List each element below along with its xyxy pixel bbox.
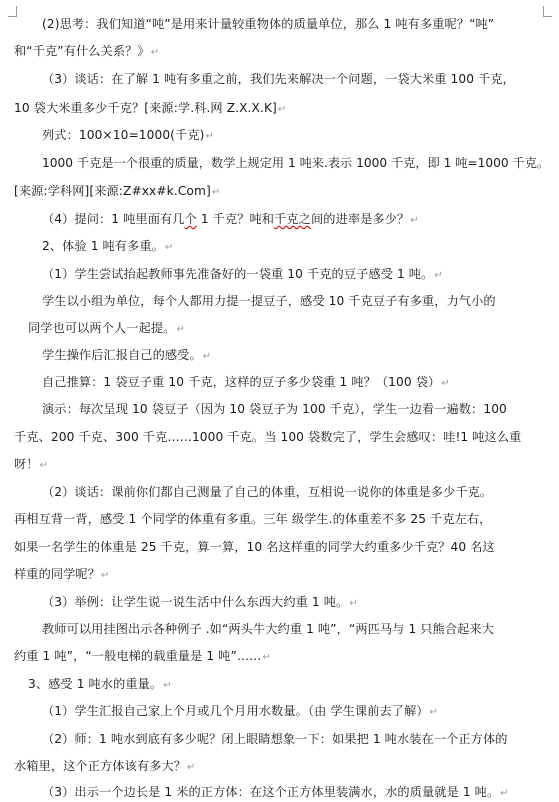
paragraph-line: 千克、200 千克、300 千克……1000 千克。当 100 袋数完了，学生会感叹：哇!1 吨这么重	[14, 430, 522, 444]
margin-corner-mark	[543, 6, 552, 17]
paragraph-line: 10 袋大米重多少千克？[来源:学.科.网 Z.X.X.K]↵	[14, 101, 287, 115]
paragraph-line: （2）谈话：课前你们都自己测量了自己的体重，互相说一说你的体重是多少千克。	[42, 485, 493, 499]
paragraph-line: 如果一名学生的体重是 25 千克，算一算，10 名这样重的同学大约重多少千克？40 名这	[14, 540, 495, 554]
paragraph-line: (2)思考：我们知道“吨”是用来计量较重物体的质量单位，那么 1 吨有多重呢？“吨”	[42, 17, 495, 31]
paragraph-line: 列式：100×10=1000(千克)↵	[42, 128, 214, 142]
paragraph-line: 和“千克”有什么关系？》↵	[14, 44, 160, 58]
paragraph-line: 再相互背一背，感受 1 个同学的体重有多重。三年 级学生.的体重差不多 25 千克左右，	[14, 512, 492, 526]
paragraph-line: 1000 千克是一个很重的质量，数学上规定用 1 吨来.表示 1000 千克，即 1 吨=1000 千克。	[42, 156, 550, 170]
paragraph-line: （2）师：1 吨水到底有多少呢？闭上眼睛想象一下：如果把 1 吨水装在一个正方体的	[42, 732, 508, 746]
paragraph-line: 演示：每次呈现 10 袋豆子（因为 10 袋豆子为 100 千克），学生一边看一遍数：100	[42, 402, 507, 416]
paragraph-line: 教师可以用挂图出示各种例子 .如“两头牛大约重 1 吨”，“两匹马与 1 只熊合起来大	[42, 622, 494, 636]
paragraph-line: （3）谈话：在了解 1 吨有多重之前，我们先来解决一个问题，一袋大米重 100 千克，	[42, 72, 515, 86]
paragraph-line: （1）学生汇报自己家上个月或几个月用水数量。（由 学生课前去了解）↵	[42, 704, 439, 718]
paragraph-line: 呀！↵	[14, 457, 49, 471]
section-heading: 3、感受 1 吨水的重量。↵	[28, 677, 172, 691]
paragraph-line: 样重的同学呢？↵	[14, 567, 110, 581]
paragraph-line: （3）举例：让学生说一说生活中什么东西大约重 1 吨。↵	[42, 595, 358, 609]
paragraph-line: [来源:学科网][来源:Z#xx#k.Com]↵	[14, 184, 221, 198]
paragraph-line: 学生操作后汇报自己的感受。↵	[42, 348, 212, 362]
paragraph-line: 水箱里，这个正方体该有多大？↵	[14, 759, 196, 773]
spellcheck-underlined-word: 千克之	[274, 212, 311, 226]
paragraph-line: 学生以小组为单位，每个人都用力提一提豆子，感受 10 千克豆子有多重，力气小的	[42, 294, 496, 308]
paragraph-line: （4）提问：1 吨里面有几个 1 千克？吨和千克之间的进率是多少？↵	[42, 212, 419, 226]
paragraph-line: 同学也可以两个人一起提。↵	[28, 321, 185, 335]
margin-corner-mark	[8, 6, 17, 17]
paragraph-line: 约重 1 吨”，“一般电梯的载重量是 1 吨”……↵	[14, 649, 271, 663]
spellcheck-underlined-word: 个	[184, 212, 197, 226]
section-heading: 2、体验 1 吨有多重。↵	[42, 239, 174, 253]
paragraph-line: 自己推算：1 袋豆子重 10 千克，这样的豆子多少袋重 1 吨？（100 袋）↵	[42, 375, 450, 389]
paragraph-line: （1）学生尝试抬起教师事先准备好的一袋重 10 千克的豆子感受 1 吨。↵	[42, 267, 443, 281]
paragraph-line: （3）出示一个边长是 1 米的正方体：在这个正方体里装满水，水的质量就是 1 吨。↵	[42, 785, 509, 799]
